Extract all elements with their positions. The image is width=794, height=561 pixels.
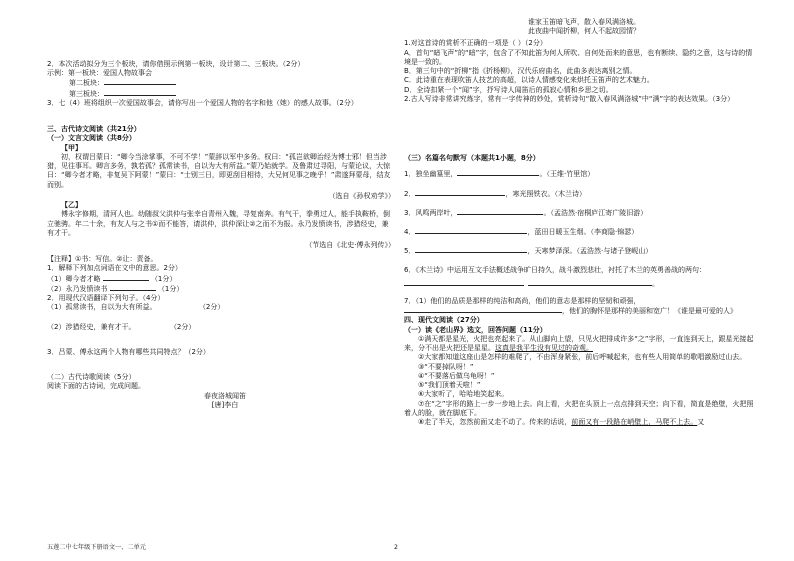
section-memorize-heading: （三）名篇名句默写（本题共1小题，8分） <box>404 154 540 163</box>
passage-jia-text: 初，权谓吕蒙曰：“卿今当涂掌事，不可不学！”蒙辞以军中多务。权曰：“孤岂欲卿治经为博士邪！但当涉猎，见往事耳。卿言多务，孰若孤？孤常读书，自以为大有所益。”蒙乃始就学。及鲁肃过寻阳，与蒙论议，大惊曰：“卿今者才略，非复吴下阿蒙！”蒙曰：“士别三日，即更刮目相待，大兄何见事之晚乎！”肃遂拜蒙母，结友而别。 <box>47 152 391 189</box>
memorize-2 <box>404 189 754 199</box>
question-2b-text: （2）涉猎经史，兼有才干。 <box>47 322 136 331</box>
answer-1b-blank[interactable] <box>110 284 156 291</box>
question-1b <box>47 284 395 294</box>
question-2a-text: （1）孤常读书，自以为大有所益。 <box>47 303 157 312</box>
memorize-4-text: ，蓝田日暖玉生烟。（李商隐·锦瑟） <box>527 228 639 237</box>
memorize-3-blank[interactable] <box>457 208 543 215</box>
passage-yi-text: 傅永字修期，清河人也。幼随叔父洪仲与张幸自青州入魏，寻复南奔。有气干，拳勇过人，能手执鞍桥，倒立驰骋。年二十余，有友人与之书①而不能答，请洪仲，洪仲深让②之而不为报。永乃发愤读书，涉猎经史，兼有才干。 <box>47 210 390 237</box>
memorize-5-text: ，天寒梦泽深。（孟浩然·与诸子登岘山） <box>527 247 653 256</box>
option-a: A．首句“暗飞声”的“暗”字，包含了不知此笛为何人所吹、自何处而来的意思，也有断续、隐约之意，这与诗的情境是一致的。 <box>404 48 753 66</box>
block-3-label: 第三板块： <box>69 89 104 98</box>
paragraph-1 <box>404 335 754 353</box>
memorize-4-blank[interactable] <box>415 227 527 234</box>
poem-title: 春夜洛城闻笛 <box>204 391 246 400</box>
answer-1a-blank[interactable] <box>103 274 149 281</box>
passage-yi-source: （节选自《北史·傅永列传》） <box>305 240 395 249</box>
poem-intro: 阅读下面的古诗词，完成问题。 <box>47 382 145 391</box>
memorize-3 <box>404 208 754 218</box>
footer-page-number: 2 <box>394 544 398 551</box>
question-1a-score: （1分） <box>150 274 177 283</box>
block-2-line <box>47 78 395 88</box>
question-1a-text: （1）卿今者才略 <box>47 274 101 283</box>
option-c: C．此诗重在表现吹笛人技艺的高超，以诗人情感变化来烘托玉笛声的艺术魅力。 <box>404 76 654 85</box>
question-2a-score: （2分） <box>198 303 225 312</box>
block-3-line <box>47 89 395 99</box>
block-3-blank[interactable] <box>104 89 176 96</box>
footer-exam-title: 五莲二中七年级下册语文一、二单元 <box>47 544 146 551</box>
question-2b-score: （2分） <box>169 322 196 331</box>
paragraph-1-text: ①满天都是星光，火把也亮起来了。从山脚向上望，只见火把排成许多“之”字形，一直连到天上，跟星光接起来，分不出是火把还是星星。 <box>404 334 754 353</box>
annotation-note: 【注释】①书：写信。②让：责备。 <box>47 255 158 264</box>
question-2b <box>47 323 395 332</box>
subsection-1-heading: （一）文言文阅读（共8分） <box>47 134 136 143</box>
memorize-6-answer <box>404 279 754 289</box>
question-1-explain: 1．解释下列加点词语在文中的意思。2分） <box>47 264 182 273</box>
passage-jia-source: （选自《孙权劝学》） <box>328 191 395 200</box>
memorize-5-blank[interactable] <box>415 246 527 253</box>
paragraph-8-underlined: 前面又有一段路在峭壁上，马爬不上去。 <box>571 418 698 427</box>
paragraph-1-underlined: 这真是我平生没有见过的奇观。 <box>495 344 593 353</box>
memorize-6: 6．《木兰诗》中运用互文手法概述战争旷日持久，战斗激烈悲壮，衬托了木兰的英勇善战的两句： <box>404 265 706 274</box>
question-1b-text: （2）永乃发愤读书 <box>47 284 108 293</box>
memorize-1 <box>404 169 754 179</box>
memorize-7-blank[interactable] <box>404 306 562 313</box>
paragraph-5: ⑤“我们顶着天啦！” <box>418 381 481 390</box>
memorize-3-source: 。（孟浩然·宿桐庐江寄广陵旧游） <box>543 208 648 217</box>
memorize-7-text: 7．（1）他们的品质是那样的纯洁和高尚，他们的意志是那样的坚韧和顽强， <box>404 296 641 305</box>
poem-line-2: 此夜曲中闻折柳，何人不起故园情？ <box>528 27 640 36</box>
paragraph-8 <box>404 418 754 427</box>
paragraph-7: ⑦在“之”字形的路上一步一步地上去。向上看，火把在头顶上一点点排到天空；向下看，简直是绝壁，火把照着人的脸，就在脚底下。 <box>404 399 754 417</box>
option-b: B．第三句中的“折柳”指《折杨柳》，汉代乐府曲名，此曲多表达离别之情。 <box>404 67 637 76</box>
memorize-1-text: 1．独坐幽篁里， <box>404 170 458 179</box>
paragraph-8-tail: 又 <box>697 418 705 427</box>
block-2-blank[interactable] <box>104 78 176 85</box>
memorize-5 <box>404 246 754 256</box>
question-3-story: 3．七（4）班将组织一次爱国故事会，请你写出一个爱国人物的名字和他（她）的感人故事。（2分） <box>47 98 358 107</box>
memorize-6-blank-2[interactable] <box>528 279 652 286</box>
memorize-4-num: 4． <box>404 228 416 237</box>
left-column <box>47 26 395 410</box>
memorize-3-text: 3．风鸣两岸叶， <box>404 208 458 217</box>
section-3-heading: 三、古代诗文阅读（共21分） <box>47 125 141 134</box>
subsection-2-heading: （二）古代诗歌阅读（5分） <box>47 373 136 382</box>
memorize-1-blank[interactable] <box>457 169 539 176</box>
poem-line-1: 谁家玉笛暗飞声，散入春风满洛城。 <box>528 18 640 26</box>
memorize-1-source: 。（王维·竹里馆） <box>539 170 595 179</box>
memorize-6-blank-1[interactable] <box>404 279 524 286</box>
passage-jia-label: 【甲】 <box>61 143 82 152</box>
block-2-label: 第二板块： <box>69 79 104 88</box>
memorize-2-text: ，寒光照铁衣。（木兰诗） <box>505 189 586 198</box>
memorize-6-end: 。 <box>652 279 659 288</box>
right-column <box>404 18 754 427</box>
memorize-7-source: ，他们的胸怀是那样的美丽和宽广！《谁是最可爱的人》 <box>562 307 737 316</box>
question-2a <box>47 303 395 312</box>
question-2-design: 2．本次活动拟分为三个板块，请你借照示例第一板块，设计第二、三板块。（2分） <box>47 60 305 68</box>
question-1b-score: （1分） <box>157 284 184 293</box>
paragraph-8-text: ⑧走了半天，忽然前面又走不动了。传来的话说， <box>418 418 572 427</box>
memorize-5-num: 5． <box>404 247 416 256</box>
paragraph-3: ③“不要掉队呀！” <box>418 362 474 371</box>
option-d: D．全诗扣紧一个“闻”字，抒写诗人闻笛后的孤寂心情和乡思之切。 <box>404 85 613 94</box>
memorize-2-num: 2． <box>404 189 416 198</box>
paragraph-6: ⑥大家听了，哈哈地笑起来。 <box>418 390 509 399</box>
question-1a <box>47 274 395 284</box>
section-4-heading: 四、现代文阅读（27分） <box>404 316 484 325</box>
example-line: 示例：第一板块：爱国人物故事会 <box>47 69 152 78</box>
question-2-translate: 2．用现代汉语翻译下列句子。（4分） <box>47 294 165 303</box>
subsection-4-heading: （一）读《老山界》选文，回答问题（11分） <box>404 325 547 334</box>
question-3-compare: 3．吕蒙、傅永这两个人物有哪些共同特点？（2分） <box>47 347 210 356</box>
paragraph-2: ②大家都知道这座山是怎样的难爬了，不由浑身紧张，前后呼喊起来，也有些人用简单的歌唱激励过山去。 <box>418 353 747 362</box>
memorize-7 <box>404 297 754 316</box>
poem-question-2: 2.古人写诗非常讲究炼字，常有一字传神的妙处，赏析诗句“散入春风满洛城”中“满”字的表达效果。（3分） <box>404 94 735 103</box>
memorize-2-blank[interactable] <box>415 189 505 196</box>
paragraph-4: ④“不要落后做乌龟呀！” <box>418 371 495 380</box>
poem-question-1: 1.对这首诗的赏析不正确的一项是（ ）（2分） <box>404 39 547 48</box>
passage-yi-label: 【乙】 <box>61 201 82 210</box>
poem-author: [唐]李白 <box>211 400 239 409</box>
memorize-4 <box>404 227 754 237</box>
